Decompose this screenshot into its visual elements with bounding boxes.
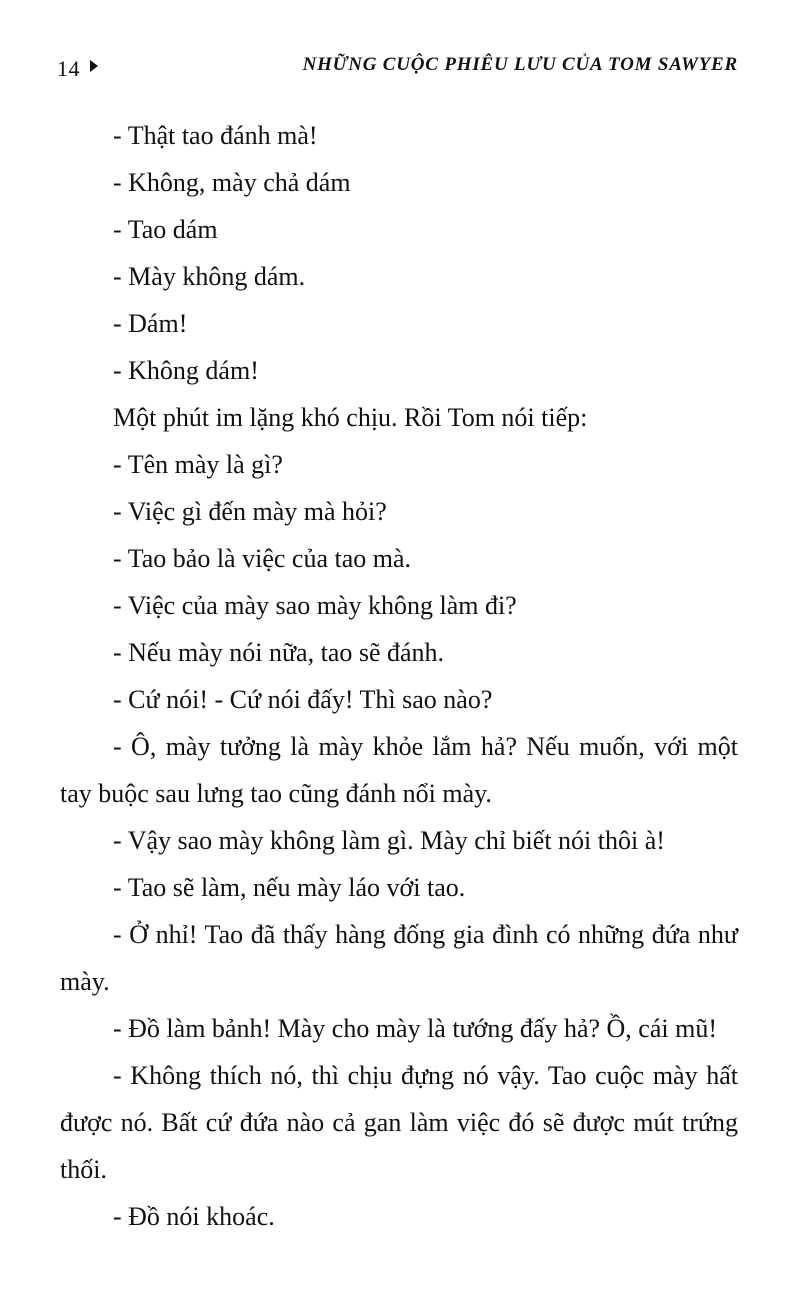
- paragraph: - Việc của mày sao mày không làm đi?: [113, 591, 517, 620]
- paragraph: - Dám!: [113, 309, 188, 338]
- paragraph: - Tao sẽ làm, nếu mày láo với tao.: [113, 873, 466, 902]
- paragraph: - Không dám!: [113, 356, 259, 385]
- paragraph: - Vậy sao mày không làm gì. Mày chỉ biết nói thôi à!: [113, 826, 665, 855]
- paragraph: - Thật tao đánh mà!: [113, 121, 318, 150]
- paragraph: - Ô, mày tưởng là mày khỏe lắm hả? Nếu muốn, với một tay buộc sau lưng tao cũng đánh nổi mày.: [60, 732, 738, 808]
- page-header: [57, 50, 738, 84]
- page-number: 14: [57, 56, 80, 81]
- running-title: NHỮNG CUỘC PHIÊU LƯU CỦA TOM SAWYER: [302, 54, 738, 75]
- paragraph: - Nếu mày nói nữa, tao sẽ đánh.: [113, 638, 445, 667]
- paragraph: - Việc gì đến mày mà hỏi?: [113, 497, 387, 526]
- paragraph: Một phút im lặng khó chịu. Rồi Tom nói tiếp:: [113, 403, 588, 432]
- paragraph: - Mày không dám.: [113, 262, 306, 291]
- body-text: [60, 112, 738, 1240]
- paragraph: - Tên mày là gì?: [113, 450, 283, 479]
- paragraph: - Tao dám: [113, 215, 218, 244]
- paragraph: - Đồ nói khoác.: [113, 1202, 275, 1231]
- paragraph: - Tao bảo là việc của tao mà.: [113, 544, 412, 573]
- paragraph: - Đồ làm bảnh! Mày cho mày là tướng đấy hả? Ồ, cái mũ!: [113, 1014, 717, 1043]
- paragraph: - Không thích nó, thì chịu đựng nó vậy. Tao cuộc mày hất được nó. Bất cứ đứa nào cả gan làm việc đó sẽ được mút trứng thối.: [60, 1061, 738, 1184]
- paragraph: - Không, mày chả dám: [113, 168, 351, 197]
- triangle-marker-icon: [90, 60, 98, 72]
- paragraph: - Ở nhỉ! Tao đã thấy hàng đống gia đình có những đứa như mày.: [60, 920, 738, 996]
- paragraph: - Cứ nói! - Cứ nói đấy! Thì sao nào?: [113, 685, 493, 714]
